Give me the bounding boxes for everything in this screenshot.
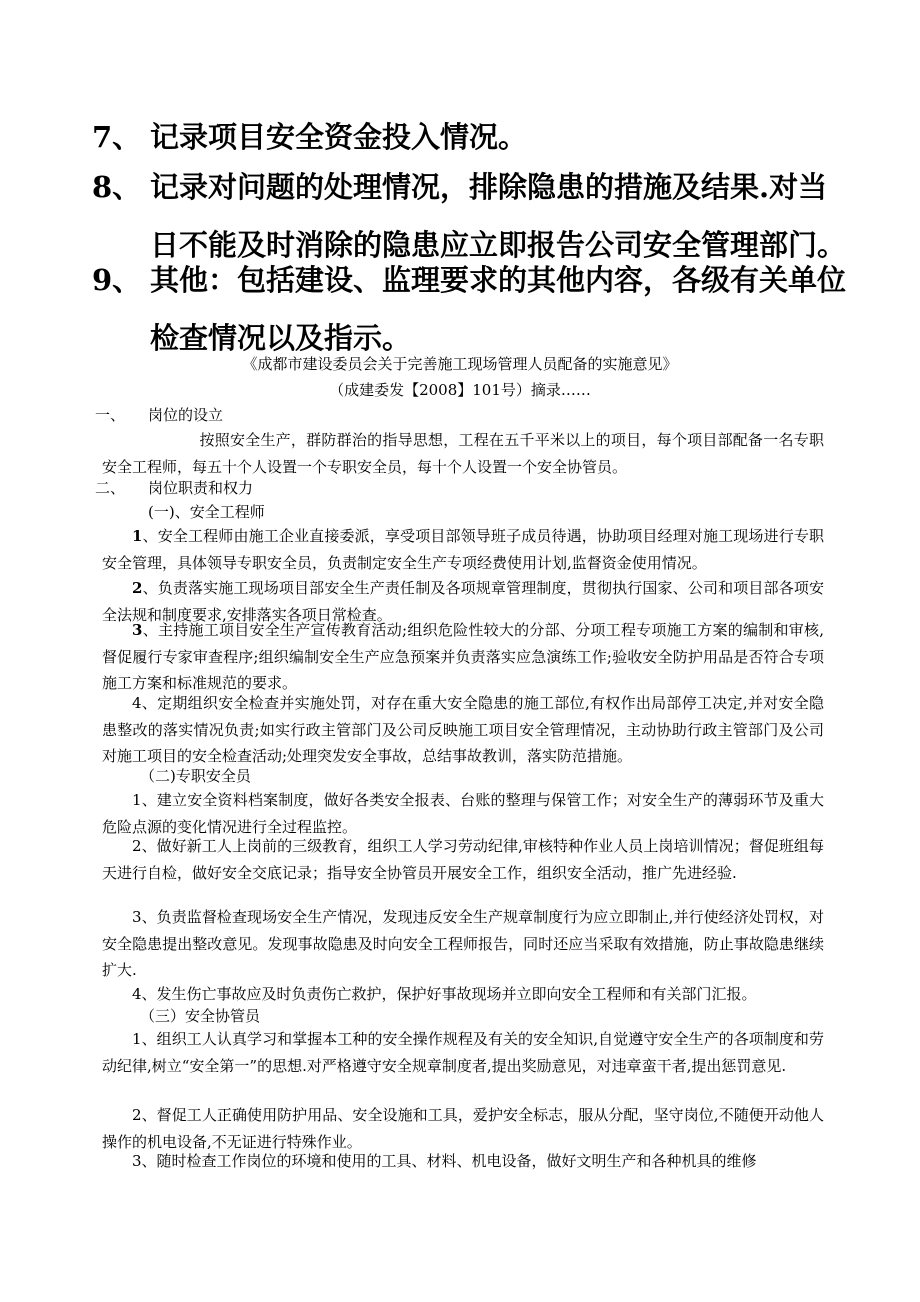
officer-paragraph-4: 4、发生伤亡事故应及时负责伤亡救护，保护好事故现场并立即向安全工程师和有关部门汇报。 xyxy=(132,985,757,1003)
paragraph-text: 、安全工程师由施工企业直接委派，享受项目部领导班子成员待遇，协助项目经理对施工现场进行专职安全管理，具体领导专职安全员，负责制定安全生产专项经费使用计划,监督资金使用情况。 xyxy=(102,527,824,572)
assistant-heading: （三）安全协管员 xyxy=(140,1007,261,1025)
paragraph-text: 、负责落实施工现场项目部安全生产责任制及各项规章管理制度，贯彻执行国家、公司和项目部各项安全法规和制度要求,安排落实各项日常检查。 xyxy=(102,579,824,624)
officer-heading: （二)专职安全员 xyxy=(140,767,251,785)
section-title: 岗位职责和权力 xyxy=(148,479,254,497)
item-number: 7、 xyxy=(92,120,142,154)
item-number: 8、 xyxy=(92,170,142,204)
section-title: 岗位的设立 xyxy=(148,406,224,424)
engineer-heading: (一)、安全工程师 xyxy=(148,503,265,521)
assistant-paragraph-1: 1、组织工人认真学习和掌握本工种的安全操作规程及有关的安全知识,自觉遵守安全生产的各项制度和劳动纪律,树立“安全第一”的思想.对严格遵守安全规章制度者,提出奖励意见，对违章蛮干者,提出惩罚意见. xyxy=(102,1030,824,1075)
paragraph-number: 3 xyxy=(132,621,143,639)
item-9 xyxy=(92,251,852,367)
item-text: 记录对问题的处理情况，排除隐患的措施及结果.对当日不能及时消除的隐患应立即报告公司安全管理部门。 xyxy=(150,170,847,262)
paragraph-number: 2 xyxy=(132,579,143,597)
item-text: 记录项目安全资金投入情况。 xyxy=(150,120,528,154)
section-1-paragraph: 按照安全生产，群防群治的指导思想，工程在五千平米以上的项目，每个项目部配备一名专职安全工程师，每五十个人设置一个专职安全员，每十个人设置一个安全协管员。 xyxy=(102,431,824,476)
officer-paragraph-2: 2、做好新工人上岗前的三级教育，组织工人学习劳动纪律,审核特种作业人员上岗培训情况；督促班组每天进行自检，做好安全交底记录；指导安全协管员开展安全工作，组织安全活动，推广先进经验. xyxy=(102,837,824,882)
item-text: 其他：包括建设、监理要求的其他内容，各级有关单位检查情况以及指示。 xyxy=(150,263,847,355)
item-number: 9、 xyxy=(92,263,142,297)
officer-paragraph-3: 3、负责监督检查现场安全生产情况，发现违反安全生产规章制度行为应立即制止,并行使经济处罚权，对安全隐患提出整改意见。发现事故隐患及时向安全工程师报告，同时还应当采取有效措施，防止事故隐患继续扩大. xyxy=(102,908,824,979)
document-subtitle: （成建委发【2008】101号）摘录…… xyxy=(329,381,591,399)
engineer-paragraph-1 xyxy=(102,523,824,576)
assistant-paragraph-2: 2、督促工人正确使用防护用品、安全设施和工具，爱护安全标志，服从分配，坚守岗位,不随便开动他人操作的机电设备,不无证进行特殊作业。 xyxy=(102,1106,824,1151)
section-number: 二、 xyxy=(95,479,126,497)
engineer-paragraph-3 xyxy=(102,617,824,697)
assistant-paragraph-3: 3、随时检查工作岗位的环境和使用的工具、材料、机电设备，做好文明生产和各种机具的维修 xyxy=(132,1152,757,1170)
officer-paragraph-1: 1、建立安全资料档案制度，做好各类安全报表、台账的整理与保管工作；对安全生产的薄弱环节及重大危险点源的变化情况进行全过程监控。 xyxy=(102,791,824,836)
section-number: 一、 xyxy=(95,406,126,424)
paragraph-text: 、主持施工项目安全生产宣传教育活动;组织危险性较大的分部、分项工程专项施工方案的编制和审核,督促履行专家审查程序;组织编制安全生产应急预案并负责落实应急演练工作;验收安全防护用品是否符合专项施工方案和标准规范的要求。 xyxy=(102,621,824,692)
paragraph-number: 1 xyxy=(132,527,143,545)
engineer-paragraph-4: 4、定期组织安全检查并实施处罚，对存在重大安全隐患的施工部位,有权作出局部停工决定,并对安全隐患整改的落实情况负责;如实行政主管部门及公司反映施工项目安全管理情况，主动协助行政主管部门及公司对施工项目的安全检查活动;处理突发安全事故，总结事故教训，落实防范措施。 xyxy=(102,694,824,765)
document-title: 《成都市建设委员会关于完善施工现场管理人员配备的实施意见》 xyxy=(242,355,678,373)
